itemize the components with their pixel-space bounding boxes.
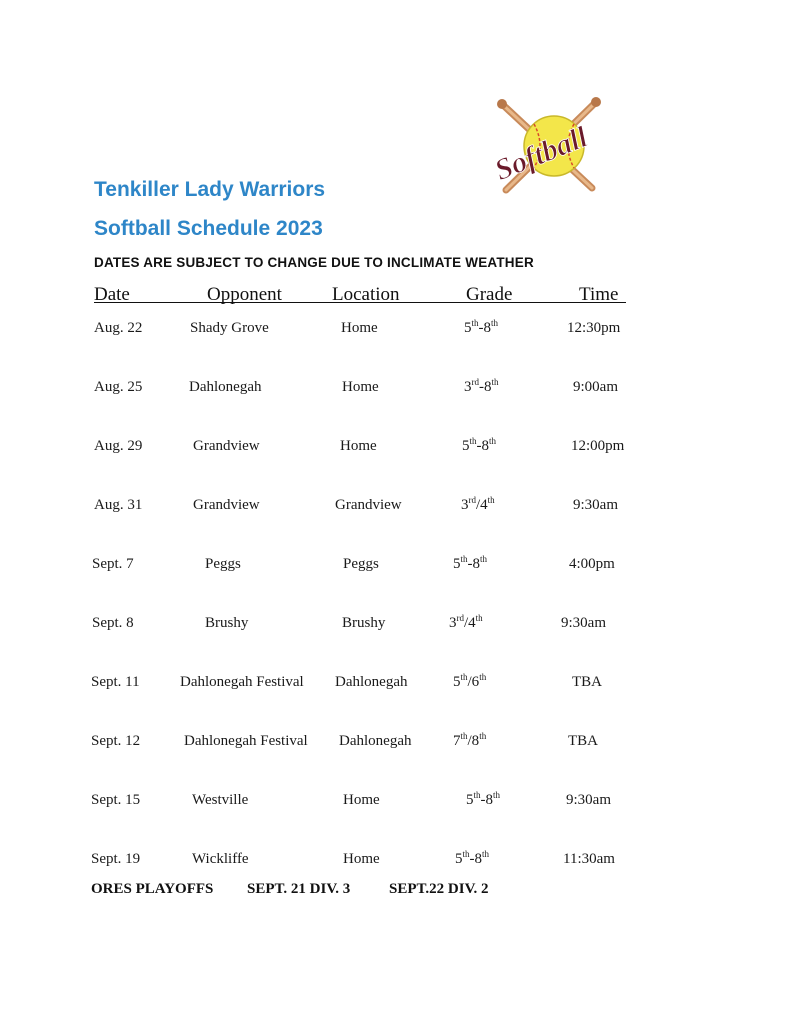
- playoff-div2-date: SEPT.22 DIV. 2: [389, 881, 489, 897]
- game-time: 9:30am: [561, 615, 606, 631]
- table-row: [0, 320, 791, 342]
- table-row: [0, 674, 791, 696]
- game-location: Home: [343, 792, 380, 808]
- game-date: Sept. 11: [91, 674, 140, 690]
- game-opponent: Dahlonegah Festival: [180, 674, 304, 690]
- game-date: Aug. 31: [94, 497, 143, 513]
- game-grade: 5th/6th: [453, 672, 487, 690]
- game-opponent: Brushy: [205, 615, 249, 631]
- game-location: Home: [342, 379, 379, 395]
- game-location: Brushy: [342, 615, 386, 631]
- game-date: Sept. 7: [92, 556, 134, 572]
- column-header-grade: Grade: [466, 284, 513, 305]
- game-grade: 5th-8th: [464, 318, 499, 336]
- game-grade: 3rd/4th: [461, 495, 495, 513]
- game-location: Dahlonegah: [335, 674, 408, 690]
- softball-logo: [484, 96, 614, 196]
- game-time: 9:30am: [566, 792, 611, 808]
- game-date: Aug. 29: [94, 438, 143, 454]
- game-opponent: Peggs: [205, 556, 241, 572]
- game-location: Home: [343, 851, 380, 867]
- game-time: TBA: [572, 674, 602, 690]
- game-location: Peggs: [343, 556, 379, 572]
- game-date: Sept. 19: [91, 851, 141, 867]
- game-grade: 7th/8th: [453, 731, 487, 749]
- game-grade: 5th-8th: [466, 790, 501, 808]
- game-time: 12:30pm: [567, 320, 621, 336]
- game-date: Sept. 8: [92, 615, 134, 631]
- game-opponent: Shady Grove: [190, 320, 269, 336]
- game-time: 11:30am: [563, 851, 615, 867]
- game-opponent: Grandview: [193, 438, 260, 454]
- game-time: 4:00pm: [569, 556, 615, 572]
- svg-text:Softball: Softball: [490, 120, 593, 188]
- game-time: TBA: [568, 733, 598, 749]
- game-grade: 5th-8th: [455, 849, 490, 867]
- weather-notice: DATES ARE SUBJECT TO CHANGE DUE TO INCLIMATE WEATHER: [94, 255, 534, 270]
- table-row: [0, 438, 791, 460]
- playoff-div3-date: SEPT. 21 DIV. 3: [247, 881, 351, 897]
- game-grade: 3rd/4th: [449, 613, 483, 631]
- game-location: Home: [341, 320, 378, 336]
- game-date: Aug. 25: [94, 379, 143, 395]
- column-header-opponent: Opponent: [207, 284, 282, 305]
- game-grade: 3rd-8th: [464, 377, 499, 395]
- game-location: Grandview: [335, 497, 402, 513]
- game-date: Aug. 22: [94, 320, 143, 336]
- game-time: 9:30am: [573, 497, 618, 513]
- game-location: Dahlonegah: [339, 733, 412, 749]
- game-opponent: Westville: [192, 792, 249, 808]
- game-opponent: Wickliffe: [192, 851, 249, 867]
- game-grade: 5th-8th: [453, 554, 488, 572]
- game-opponent: Dahlonegah Festival: [184, 733, 308, 749]
- table-row: [0, 792, 791, 814]
- game-grade: 5th-8th: [462, 436, 497, 454]
- column-header-time: Time: [579, 284, 619, 305]
- column-header-location: Location: [332, 284, 400, 305]
- playoffs-label: ORES PLAYOFFS: [91, 881, 214, 897]
- table-row: [0, 615, 791, 637]
- game-time: 12:00pm: [571, 438, 625, 454]
- column-header-date: Date: [94, 284, 130, 305]
- table-row: [0, 556, 791, 578]
- table-row: [0, 379, 791, 401]
- game-date: Sept. 12: [91, 733, 141, 749]
- table-row: [0, 497, 791, 519]
- table-row: [0, 851, 791, 873]
- schedule-title: Softball Schedule 2023: [94, 217, 323, 240]
- game-location: Home: [340, 438, 377, 454]
- game-date: Sept. 15: [91, 792, 141, 808]
- game-time: 9:00am: [573, 379, 618, 395]
- game-opponent: Grandview: [193, 497, 260, 513]
- game-opponent: Dahlonegah: [189, 379, 262, 395]
- team-title: Tenkiller Lady Warriors: [94, 178, 326, 201]
- table-row: [0, 733, 791, 755]
